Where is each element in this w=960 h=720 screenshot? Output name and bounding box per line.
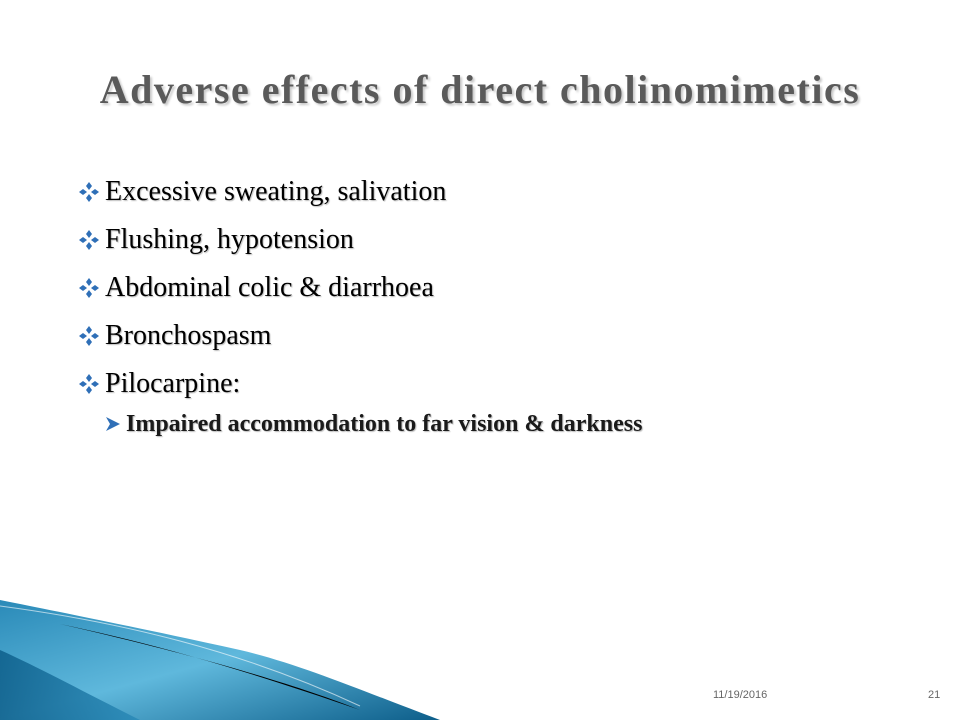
- bullet-text: Excessive sweating, salivation: [105, 176, 447, 207]
- bullet-text: Flushing, hypotension: [105, 224, 354, 255]
- footer-page-number: 21: [928, 689, 941, 701]
- diamond-bullet-icon: [76, 275, 102, 301]
- slide-title: Adverse effects of direct cholinomimetics: [99, 67, 861, 112]
- footer-date: 11/19/2016: [713, 689, 768, 701]
- bullet-list: [76, 168, 642, 444]
- bullet-item: [76, 360, 642, 408]
- arrowhead-bullet-icon: [102, 413, 124, 435]
- diamond-bullet-icon: [76, 179, 102, 205]
- bullet-text: Pilocarpine:: [105, 368, 241, 399]
- diamond-bullet-icon: [76, 323, 102, 349]
- sub-bullet-item: [102, 404, 642, 444]
- bullet-item: [76, 312, 642, 360]
- bullet-item: [76, 216, 642, 264]
- bullet-item: [76, 168, 642, 216]
- sub-bullet-text: Impaired accommodation to far vision & darkness: [126, 410, 643, 437]
- diamond-bullet-icon: [76, 371, 102, 397]
- diamond-bullet-icon: [76, 227, 102, 253]
- bullet-text: Bronchospasm: [105, 320, 272, 351]
- bullet-text: Abdominal colic & diarrhoea: [105, 272, 434, 303]
- bullet-item: [76, 264, 642, 312]
